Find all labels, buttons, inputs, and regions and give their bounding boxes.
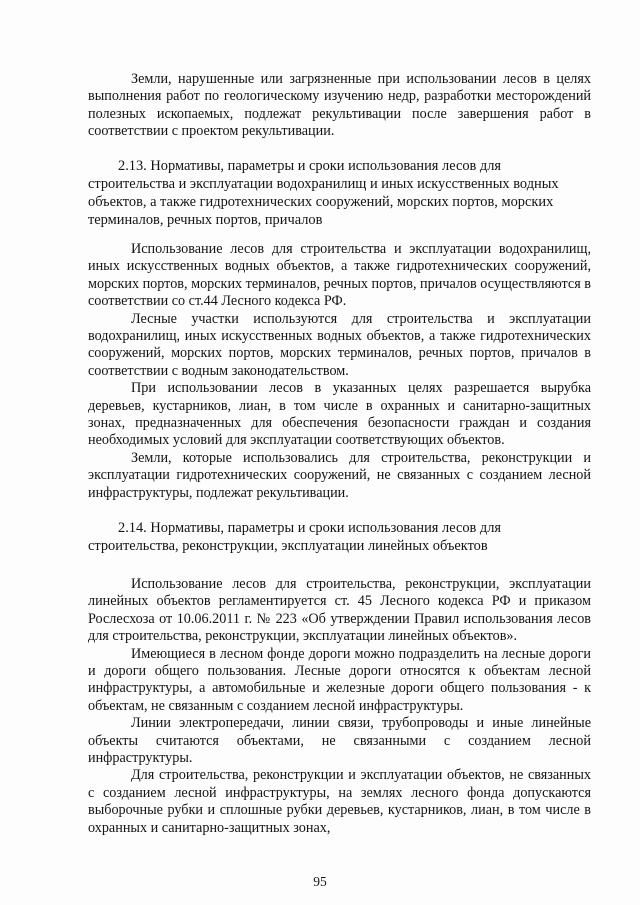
section-2-14-body bbox=[88, 576, 591, 837]
paragraph: Использование лесов для строительства, реконструкции, эксплуатации линейных объектов регламентируется ст. 45 Лесного кодекса РФ и приказом Рослесхоза от 10.06.2011 г. № 223 «Об утверждении Правил использования лесов для строительства, реконструкции, эксплуатации линейных объектов». bbox=[88, 576, 591, 645]
paragraph: Использование лесов для строительства и эксплуатации водохранилищ, иных искусственных водных объектов, а также гидротехнических сооружений, морских портов, морских терминалов, речных портов, причалов осуществляются в соответствии со ст.44 Лесного кодекса РФ. bbox=[88, 241, 591, 310]
section-2-13-body bbox=[88, 241, 591, 502]
paragraph: Имеющиеся в лесном фонде дороги можно подразделить на лесные дороги и дороги общего пользования. Лесные дороги относятся к объектам лесной инфраструктуры, а автомобильные и железные дороги общего пользования - к объектам, не связанным с созданием лесной инфраструктуры. bbox=[88, 645, 591, 714]
intro-block bbox=[88, 71, 591, 141]
intro-paragraph: Земли, нарушенные или загрязненные при использовании лесов в целях выполнения работ по геологическому изучению недр, разработки месторождений полезных ископаемых, подлежат рекультивации после завершения работ в соответствии с проектом рекультивации. bbox=[88, 71, 591, 140]
page-number: 95 bbox=[313, 874, 327, 889]
paragraph: При использовании лесов в указанных целях разрешается вырубка деревьев, кустарников, лиан, в том числе в охранных и санитарно-защитных зонах, предназначенных для обеспечения безопасности граждан и создания необходимых условий для эксплуатации соответствующих объектов. bbox=[88, 380, 591, 449]
paragraph: Для строительства, реконструкции и эксплуатации объектов, не связанных с созданием лесной инфраструктуры, на землях лесного фонда допускаются выборочные рубки и сплошные рубки деревьев, кустарников, лиан, в том числе в охранных и санитарно-защитных зонах, bbox=[88, 767, 591, 836]
section-2-14-heading: 2.14. Нормативы, параметры и сроки использования лесов для строительства, реконструкции, эксплуатации линейных объектов bbox=[88, 520, 502, 554]
section-2-13-heading: 2.13. Нормативы, параметры и сроки использования лесов для строительства и эксплуатации водохранилищ и иных искусственных водных объектов, а также гидротехнических сооружений, морских портов, морских терминалов, речных портов, причалов bbox=[88, 158, 559, 228]
paragraph: Линии электропередачи, линии связи, трубопроводы и иные линейные объекты считаются объектами, не связанными с созданием лесной инфраструктуры. bbox=[88, 715, 591, 767]
paragraph: Земли, которые использовались для строительства, реконструкции и эксплуатации гидротехнических сооружений, не связанных с созданием лесной инфраструктуры, подлежат рекультивации. bbox=[88, 449, 591, 501]
paragraph: Лесные участки используются для строительства и эксплуатации водохранилищ, иных искусственных водных объектов, а также гидротехнических сооружений, морских портов, морских терминалов, речных портов, причалов в соответствии с водным законодательством. bbox=[88, 310, 591, 379]
